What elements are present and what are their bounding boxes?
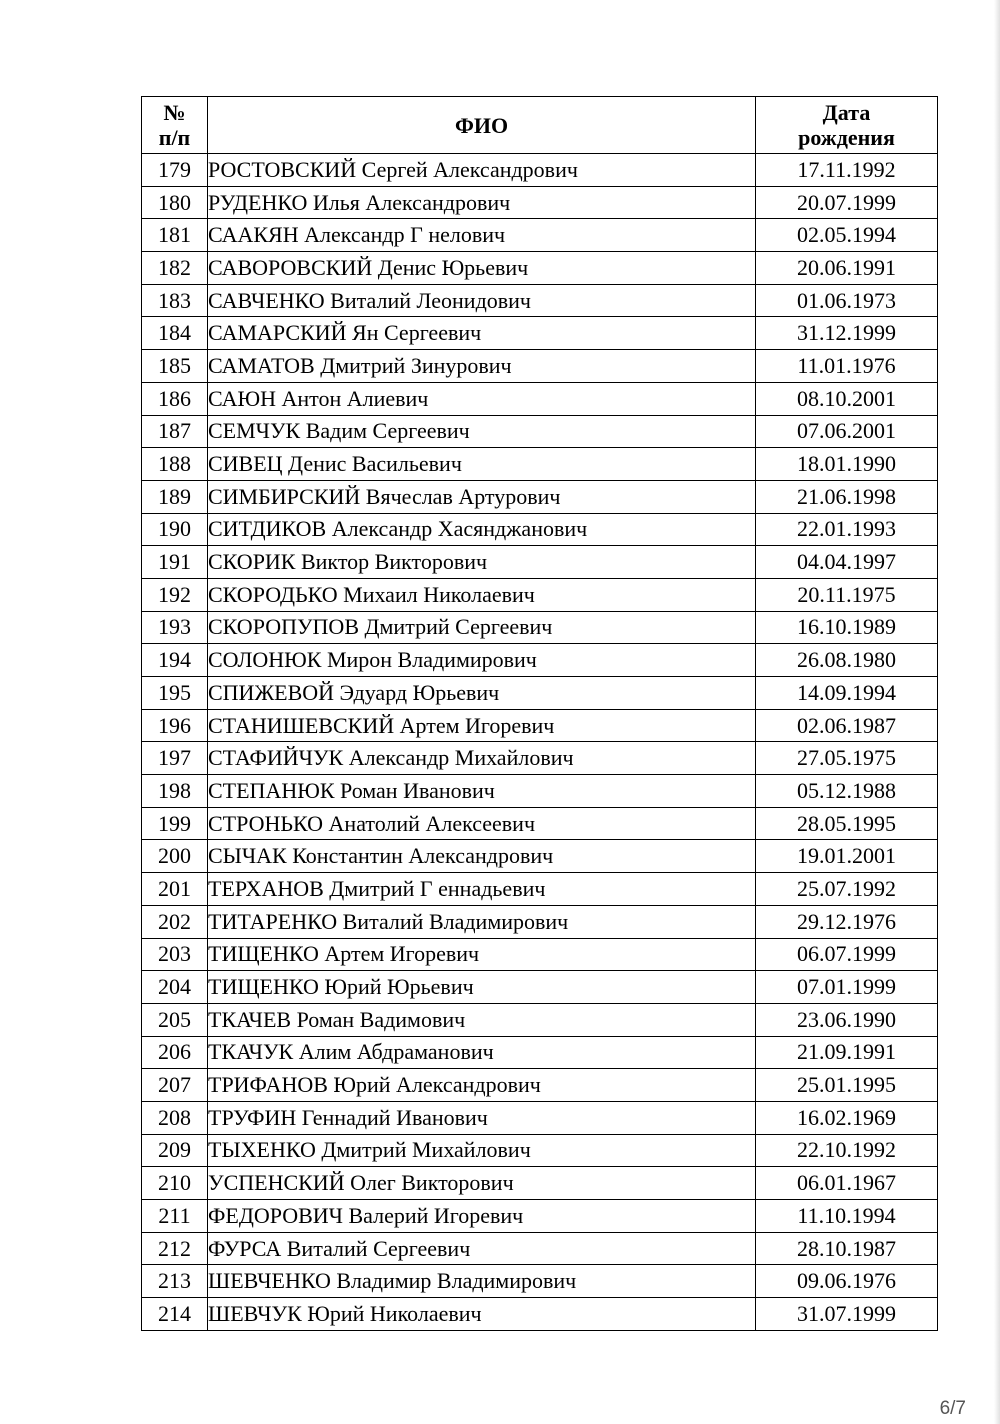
row-name: САЮН Антон Алиевич bbox=[208, 382, 756, 415]
row-birth-date: 09.06.1976 bbox=[756, 1265, 938, 1298]
table-row bbox=[142, 971, 938, 1004]
row-name: СПИЖЕВОЙ Эдуард Юрьевич bbox=[208, 677, 756, 710]
table-row bbox=[142, 284, 938, 317]
table-row bbox=[142, 513, 938, 546]
row-birth-date: 20.06.1991 bbox=[756, 252, 938, 285]
table-row bbox=[142, 350, 938, 383]
row-number: 186 bbox=[142, 382, 208, 415]
row-number: 185 bbox=[142, 350, 208, 383]
row-number: 205 bbox=[142, 1003, 208, 1036]
table-row bbox=[142, 252, 938, 285]
row-name: ТЫХЕНКО Дмитрий Михайлович bbox=[208, 1134, 756, 1167]
row-birth-date: 11.01.1976 bbox=[756, 350, 938, 383]
table-row bbox=[142, 1298, 938, 1331]
row-name: ТРУФИН Геннадий Иванович bbox=[208, 1101, 756, 1134]
table-row bbox=[142, 546, 938, 579]
row-name: ТКАЧЕВ Роман Вадимович bbox=[208, 1003, 756, 1036]
row-birth-date: 26.08.1980 bbox=[756, 644, 938, 677]
row-name: СИМБИРСКИЙ Вячеслав Артурович bbox=[208, 480, 756, 513]
row-number: 182 bbox=[142, 252, 208, 285]
table-row bbox=[142, 938, 938, 971]
row-birth-date: 18.01.1990 bbox=[756, 448, 938, 481]
row-name: СИВЕЦ Денис Васильевич bbox=[208, 448, 756, 481]
row-name: СКОРОПУПОВ Дмитрий Сергеевич bbox=[208, 611, 756, 644]
row-number: 200 bbox=[142, 840, 208, 873]
header-number: № п/п bbox=[142, 97, 208, 154]
row-birth-date: 25.01.1995 bbox=[756, 1069, 938, 1102]
row-number: 184 bbox=[142, 317, 208, 350]
row-birth-date: 02.05.1994 bbox=[756, 219, 938, 252]
row-number: 202 bbox=[142, 905, 208, 938]
row-name: САВОРОВСКИЙ Денис Юрьевич bbox=[208, 252, 756, 285]
row-number: 210 bbox=[142, 1167, 208, 1200]
row-number: 191 bbox=[142, 546, 208, 579]
row-name: СЕМЧУК Вадим Сергеевич bbox=[208, 415, 756, 448]
row-number: 198 bbox=[142, 775, 208, 808]
table-row bbox=[142, 154, 938, 187]
table-row bbox=[142, 1069, 938, 1102]
table-row bbox=[142, 578, 938, 611]
row-birth-date: 25.07.1992 bbox=[756, 873, 938, 906]
row-birth-date: 20.07.1999 bbox=[756, 186, 938, 219]
row-number: 181 bbox=[142, 219, 208, 252]
table-header-row bbox=[142, 97, 938, 154]
row-number: 203 bbox=[142, 938, 208, 971]
row-birth-date: 29.12.1976 bbox=[756, 905, 938, 938]
row-name: РОСТОВСКИЙ Сергей Александрович bbox=[208, 154, 756, 187]
row-name: ТИЩЕНКО Юрий Юрьевич bbox=[208, 971, 756, 1004]
row-birth-date: 28.05.1995 bbox=[756, 807, 938, 840]
row-name: ТКАЧУК Алим Абдраманович bbox=[208, 1036, 756, 1069]
row-number: 207 bbox=[142, 1069, 208, 1102]
table-row bbox=[142, 448, 938, 481]
row-birth-date: 31.07.1999 bbox=[756, 1298, 938, 1331]
row-birth-date: 06.07.1999 bbox=[756, 938, 938, 971]
row-name: ТРИФАНОВ Юрий Александрович bbox=[208, 1069, 756, 1102]
row-birth-date: 04.04.1997 bbox=[756, 546, 938, 579]
table-row bbox=[142, 317, 938, 350]
row-birth-date: 22.10.1992 bbox=[756, 1134, 938, 1167]
row-number: 189 bbox=[142, 480, 208, 513]
row-number: 193 bbox=[142, 611, 208, 644]
row-number: 213 bbox=[142, 1265, 208, 1298]
table-row bbox=[142, 186, 938, 219]
row-number: 180 bbox=[142, 186, 208, 219]
row-number: 212 bbox=[142, 1232, 208, 1265]
row-birth-date: 19.01.2001 bbox=[756, 840, 938, 873]
table-row bbox=[142, 775, 938, 808]
row-number: 209 bbox=[142, 1134, 208, 1167]
table-row bbox=[142, 611, 938, 644]
table-row bbox=[142, 709, 938, 742]
table-row bbox=[142, 1265, 938, 1298]
row-number: 214 bbox=[142, 1298, 208, 1331]
row-birth-date: 31.12.1999 bbox=[756, 317, 938, 350]
row-birth-date: 16.10.1989 bbox=[756, 611, 938, 644]
row-number: 179 bbox=[142, 154, 208, 187]
row-birth-date: 06.01.1967 bbox=[756, 1167, 938, 1200]
row-name: СОЛОНЮК Мирон Владимирович bbox=[208, 644, 756, 677]
row-birth-date: 05.12.1988 bbox=[756, 775, 938, 808]
row-name: ФУРСА Виталий Сергеевич bbox=[208, 1232, 756, 1265]
page-edge-shadow bbox=[994, 0, 1000, 1424]
row-birth-date: 28.10.1987 bbox=[756, 1232, 938, 1265]
row-name: САМАТОВ Дмитрий Зинурович bbox=[208, 350, 756, 383]
row-number: 195 bbox=[142, 677, 208, 710]
table-row bbox=[142, 1167, 938, 1200]
row-birth-date: 22.01.1993 bbox=[756, 513, 938, 546]
header-birth-date: Дата рождения bbox=[756, 97, 938, 154]
row-birth-date: 07.01.1999 bbox=[756, 971, 938, 1004]
row-name: СТАНИШЕВСКИЙ Артем Игоревич bbox=[208, 709, 756, 742]
row-name: СТЕПАНЮК Роман Иванович bbox=[208, 775, 756, 808]
row-birth-date: 07.06.2001 bbox=[756, 415, 938, 448]
row-name: СТРОНЬКО Анатолий Алексеевич bbox=[208, 807, 756, 840]
table-row bbox=[142, 1134, 938, 1167]
table-row bbox=[142, 873, 938, 906]
row-number: 201 bbox=[142, 873, 208, 906]
row-name: СИТДИКОВ Александр Хасянджанович bbox=[208, 513, 756, 546]
row-number: 211 bbox=[142, 1200, 208, 1233]
page-indicator: 6/7 bbox=[939, 1398, 966, 1419]
table-row bbox=[142, 382, 938, 415]
table-row bbox=[142, 415, 938, 448]
row-birth-date: 23.06.1990 bbox=[756, 1003, 938, 1036]
row-number: 190 bbox=[142, 513, 208, 546]
row-name: САВЧЕНКО Виталий Леонидович bbox=[208, 284, 756, 317]
table-row bbox=[142, 480, 938, 513]
row-name: РУДЕНКО Илья Александрович bbox=[208, 186, 756, 219]
table-row bbox=[142, 840, 938, 873]
row-number: 194 bbox=[142, 644, 208, 677]
row-name: СКОРИК Виктор Викторович bbox=[208, 546, 756, 579]
header-name: ФИО bbox=[208, 97, 756, 154]
row-name: ФЕДОРОВИЧ Валерий Игоревич bbox=[208, 1200, 756, 1233]
roster-table bbox=[141, 96, 938, 1331]
row-birth-date: 02.06.1987 bbox=[756, 709, 938, 742]
row-birth-date: 01.06.1973 bbox=[756, 284, 938, 317]
row-birth-date: 17.11.1992 bbox=[756, 154, 938, 187]
row-number: 204 bbox=[142, 971, 208, 1004]
table-row bbox=[142, 1003, 938, 1036]
row-name: САМАРСКИЙ Ян Сергеевич bbox=[208, 317, 756, 350]
table-row bbox=[142, 742, 938, 775]
row-name: СЫЧАК Константин Александрович bbox=[208, 840, 756, 873]
row-birth-date: 14.09.1994 bbox=[756, 677, 938, 710]
table-row bbox=[142, 905, 938, 938]
row-name: ШЕВЧЕНКО Владимир Владимирович bbox=[208, 1265, 756, 1298]
row-number: 187 bbox=[142, 415, 208, 448]
table-row bbox=[142, 1200, 938, 1233]
row-number: 199 bbox=[142, 807, 208, 840]
row-number: 183 bbox=[142, 284, 208, 317]
row-name: ТЕРХАНОВ Дмитрий Г еннадьевич bbox=[208, 873, 756, 906]
row-birth-date: 27.05.1975 bbox=[756, 742, 938, 775]
row-number: 192 bbox=[142, 578, 208, 611]
table-row bbox=[142, 1232, 938, 1265]
row-birth-date: 08.10.2001 bbox=[756, 382, 938, 415]
row-name: СКОРОДЬКО Михаил Николаевич bbox=[208, 578, 756, 611]
row-number: 208 bbox=[142, 1101, 208, 1134]
row-number: 188 bbox=[142, 448, 208, 481]
row-name: СААКЯН Александр Г нелович bbox=[208, 219, 756, 252]
row-name: ТИТАРЕНКО Виталий Владимирович bbox=[208, 905, 756, 938]
table-row bbox=[142, 1036, 938, 1069]
row-name: ТИЩЕНКО Артем Игоревич bbox=[208, 938, 756, 971]
row-number: 206 bbox=[142, 1036, 208, 1069]
table-row bbox=[142, 807, 938, 840]
table-row bbox=[142, 1101, 938, 1134]
row-birth-date: 20.11.1975 bbox=[756, 578, 938, 611]
table-body bbox=[142, 154, 938, 1331]
table-row bbox=[142, 219, 938, 252]
row-birth-date: 16.02.1969 bbox=[756, 1101, 938, 1134]
table-row bbox=[142, 644, 938, 677]
row-birth-date: 21.09.1991 bbox=[756, 1036, 938, 1069]
row-name: УСПЕНСКИЙ Олег Викторович bbox=[208, 1167, 756, 1200]
row-number: 196 bbox=[142, 709, 208, 742]
row-number: 197 bbox=[142, 742, 208, 775]
row-birth-date: 21.06.1998 bbox=[756, 480, 938, 513]
row-birth-date: 11.10.1994 bbox=[756, 1200, 938, 1233]
row-name: СТАФИЙЧУК Александр Михайлович bbox=[208, 742, 756, 775]
table-row bbox=[142, 677, 938, 710]
row-name: ШЕВЧУК Юрий Николаевич bbox=[208, 1298, 756, 1331]
